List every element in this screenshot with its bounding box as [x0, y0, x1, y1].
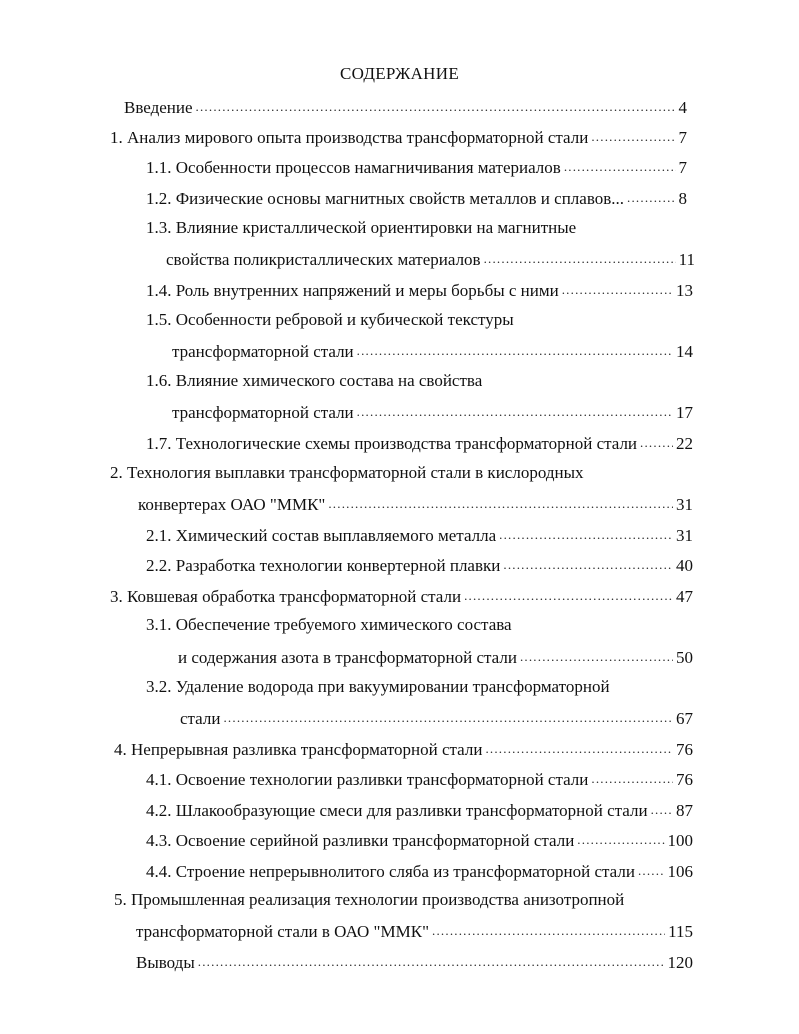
toc-entry-label: 4.4. Строение непрерывнолитого сляба из трансформаторной стали: [146, 862, 635, 881]
toc-entry-page: 87: [676, 801, 693, 820]
toc-entry-2-2[interactable]: [146, 554, 693, 576]
toc-entry-label: 4.3. Освоение серийной разливки трансформаторной стали: [146, 831, 575, 850]
toc-entry-4-4[interactable]: [146, 860, 693, 882]
toc-leader-dots: [564, 160, 676, 174]
toc-leader-dots: [432, 924, 665, 938]
toc-entry-label: 4. Непрерывная разливка трансформаторной стали: [114, 740, 483, 759]
toc-entry-label-line1: 5. Промышленная реализация технологии производства анизотропной: [114, 890, 625, 909]
toc-entry-label: трансформаторной стали: [172, 403, 354, 422]
toc-entry-2-1[interactable]: [146, 524, 693, 546]
toc-entry-page: 40: [676, 556, 693, 575]
toc-leader-dots: [591, 772, 673, 786]
toc-entry-1-2[interactable]: [146, 187, 687, 209]
toc-entry-label: 3. Ковшевая обработка трансформаторной стали: [110, 587, 462, 606]
toc-entry-label: 1.1. Особенности процессов намагничивания материалов: [146, 158, 561, 177]
toc-entry-chapter-5[interactable]: [136, 920, 693, 942]
toc-entry-chapter-3[interactable]: [110, 585, 693, 607]
toc-entry-page: 67: [676, 709, 693, 728]
toc-leader-dots: [328, 497, 673, 511]
toc-entry-label: 1.2. Физические основы магнитных свойств металлов и сплавов...: [146, 189, 625, 208]
toc-leader-dots: [627, 191, 675, 205]
toc-entry-label: конвертерах ОАО "ММК": [138, 495, 326, 514]
toc-entry-page: 31: [676, 495, 693, 514]
toc-entry-4-3[interactable]: [146, 829, 693, 851]
toc-entry-3-1[interactable]: [178, 646, 693, 668]
toc-entry-page: 11: [678, 250, 695, 269]
toc-entry-introduction[interactable]: [124, 96, 687, 118]
toc-entry-label: 4.1. Освоение технологии разливки трансформаторной стали: [146, 770, 589, 789]
toc-entry-page: 14: [676, 342, 693, 361]
toc-entry-page: 76: [676, 740, 693, 759]
toc-entry-page: 17: [676, 403, 693, 422]
toc-entry-page: 115: [668, 922, 693, 941]
toc-entry-1-1[interactable]: [146, 156, 687, 178]
toc-entry-label-line1: 1.3. Влияние кристаллической ориентировки на магнитные: [146, 218, 577, 237]
toc-entry-page: 50: [676, 648, 693, 667]
toc-entry-label: трансформаторной стали: [172, 342, 354, 361]
toc-leader-dots: [485, 742, 673, 756]
toc-entry-label: 2.1. Химический состав выплавляемого металла: [146, 526, 497, 545]
toc-entry-chapter-2[interactable]: [138, 493, 693, 515]
toc-entry-page: 100: [667, 831, 693, 850]
toc-entry-1-5[interactable]: [172, 340, 693, 362]
toc-entry-3-2[interactable]: [180, 707, 693, 729]
toc-entry-label-line1: 1.5. Особенности ребровой и кубической текстуры: [146, 310, 514, 329]
toc-leader-dots: [357, 405, 673, 419]
toc-leader-dots: [520, 650, 673, 664]
toc-entry-page: 8: [678, 189, 687, 208]
toc-leader-dots: [640, 436, 673, 450]
toc-entry-label: 1.7. Технологические схемы производства трансформаторной стали: [146, 434, 638, 453]
toc-entry-label: свойства поликристаллических материалов: [166, 250, 481, 269]
toc-entry-label: 1. Анализ мирового опыта производства трансформаторной стали: [110, 128, 589, 147]
toc-entry-1-6[interactable]: [172, 401, 693, 423]
toc-leader-dots: [223, 711, 673, 725]
toc-entry-label-line1: 2. Технология выплавки трансформаторной стали в кислородных: [110, 463, 584, 482]
toc-entry-page: 106: [667, 862, 693, 881]
toc-entry-label: Введение: [124, 98, 193, 117]
toc-leader-dots: [196, 100, 676, 114]
toc-entry-page: 31: [676, 526, 693, 545]
toc-entry-page: 76: [676, 770, 693, 789]
toc-leader-dots: [577, 833, 664, 847]
toc-entry-label: стали: [180, 709, 221, 728]
toc-entry-page: 13: [676, 281, 693, 300]
toc-entry-chapter-4[interactable]: [114, 738, 693, 760]
toc-leader-dots: [357, 344, 673, 358]
toc-entry-page: 7: [678, 128, 687, 147]
toc-leader-dots: [503, 558, 673, 572]
toc-entry-label: и содержания азота в трансформаторной стали: [178, 648, 517, 667]
toc-entry-label-line1: 3.1. Обеспечение требуемого химического состава: [146, 615, 512, 634]
toc-entry-4-2[interactable]: [146, 799, 693, 821]
toc-entry-label-line1: 3.2. Удаление водорода при вакуумировании трансформаторной: [146, 677, 610, 696]
toc-entry-1-7[interactable]: [146, 432, 693, 454]
toc-entry-label: трансформаторной стали в ОАО "ММК": [136, 922, 430, 941]
toc-leader-dots: [464, 589, 673, 603]
toc-entry-page: 47: [676, 587, 693, 606]
toc-leader-dots: [198, 955, 665, 969]
page-title: СОДЕРЖАНИЕ: [339, 64, 460, 83]
toc-entry-label: 4.2. Шлакообразующие смеси для разливки трансформаторной стали: [146, 801, 648, 820]
toc-entry-label: Выводы: [136, 953, 195, 972]
toc-entry-chapter-1[interactable]: [110, 126, 687, 148]
toc-entry-4-1[interactable]: [146, 768, 693, 790]
toc-entry-page: 22: [676, 434, 693, 453]
toc-leader-dots: [562, 283, 673, 297]
toc-entry-1-4[interactable]: [146, 279, 693, 301]
toc-entry-page: 120: [667, 953, 693, 972]
toc-leader-dots: [651, 803, 673, 817]
toc-entry-label: 1.4. Роль внутренних напряжений и меры борьбы с ними: [146, 281, 559, 300]
toc-entry-conclusions[interactable]: [136, 951, 693, 973]
toc-entry-page: 7: [678, 158, 687, 177]
toc-leader-dots: [484, 252, 676, 266]
toc-entry-label-line1: 1.6. Влияние химического состава на свойства: [146, 371, 483, 390]
toc-leader-dots: [591, 130, 675, 144]
toc-entry-1-3[interactable]: [166, 248, 695, 270]
toc-leader-dots: [638, 864, 665, 878]
toc-entry-page: 4: [678, 98, 687, 117]
toc-leader-dots: [499, 528, 673, 542]
toc-entry-label: 2.2. Разработка технологии конвертерной плавки: [146, 556, 501, 575]
